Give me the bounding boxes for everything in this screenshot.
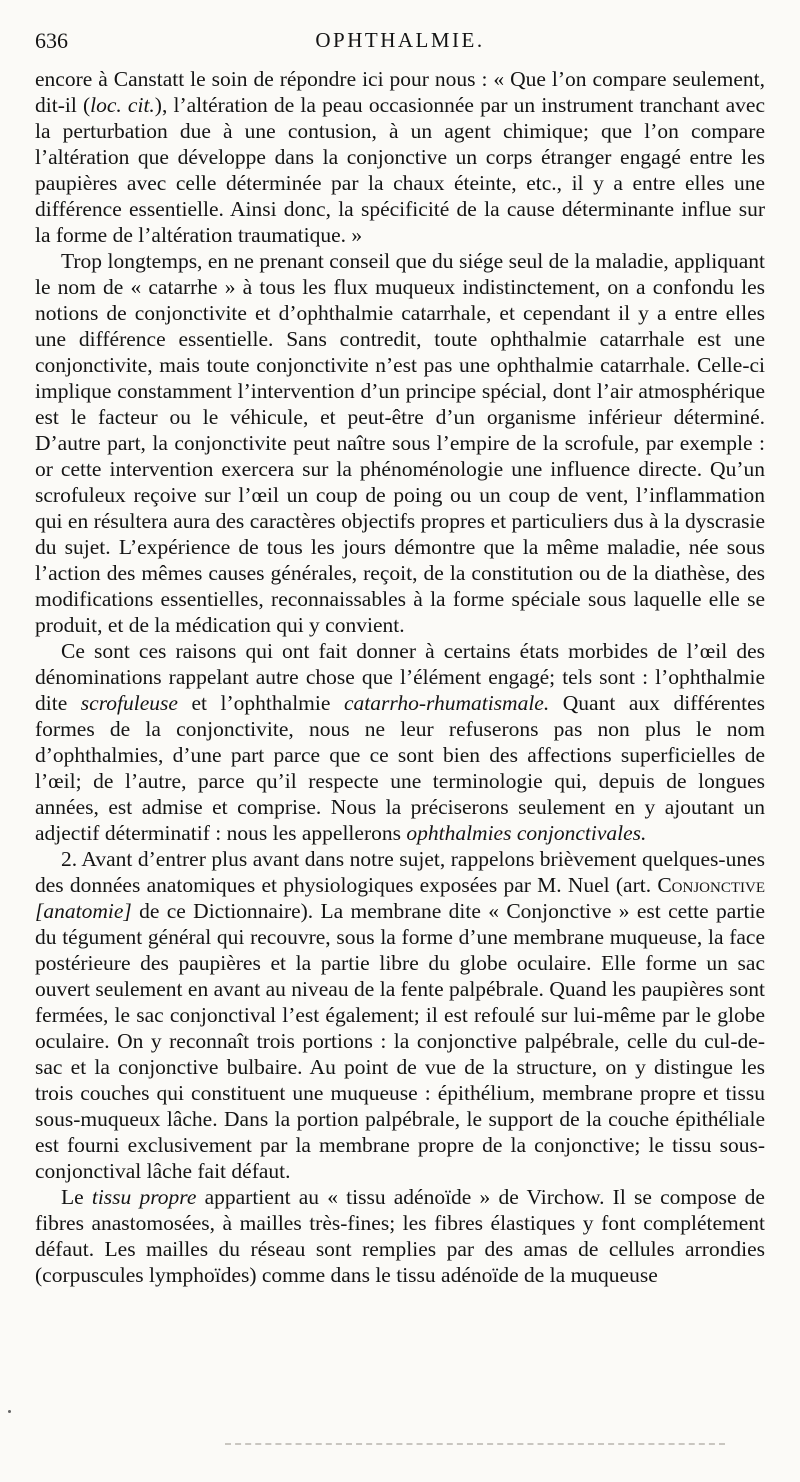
italic-term: ophthalmies conjonctivales. xyxy=(406,821,647,845)
italic-term: scrofuleuse xyxy=(80,691,178,715)
page-header xyxy=(35,28,765,58)
page-number: 636 xyxy=(35,28,68,53)
text-span: ), l’altération de la peau occasionnée par un instrument tranchant avec la perturbation due à une contusion, à un agent chimique; que l’on compare l’altération que développe dans la conjonctive un corps étranger engagé entre les paupières avec celle déterminée par la chaux éteinte, etc., il y a entre elles une différence essentielle. Ainsi donc, la spécificité de la cause déterminante influe sur la forme de l’altération traumatique. » xyxy=(35,93,765,247)
running-title: OPHTHALMIE. xyxy=(315,28,485,52)
text-span: encore à Canstatt le soin de répondre ici pour nous : « Que l’on compare seulement, dit-il ( xyxy=(35,67,765,117)
text-span: Le xyxy=(61,1185,92,1209)
text-span: et l’ophthalmie xyxy=(177,691,344,715)
paragraph-5 xyxy=(35,1184,765,1288)
italic-ref: loc. cit. xyxy=(90,93,155,117)
italic-term: tissu propre xyxy=(91,1185,197,1209)
stray-mark xyxy=(8,1410,11,1413)
text-span: 2. Avant d’entrer plus avant dans notre sujet, rappelons brièvement quelques-unes des données anatomiques et physiologiques exposées par M. Nuel (art. xyxy=(35,847,765,897)
italic-ref: [anatomie] xyxy=(35,899,132,923)
text-span: appartient au « tissu adénoïde » de Virchow. Il se compose de fibres anastomosées, à mailles très-fines; les fibres élastiques y font complétement défaut. Les mailles du réseau sont remplies par des amas de cellules arrondies (corpuscules lymphoïdes) comme dans le tissu adénoïde de la muqueuse xyxy=(35,1185,765,1287)
paragraph-4 xyxy=(35,846,765,1184)
italic-term: catarrho-rhumatismale. xyxy=(343,691,550,715)
text-span: Quant aux différentes formes de la conjonctivite, nous ne leur refuserons pas non plus le nom d’ophthalmies, d’une part parce que ce sont bien des affections superficielles de l’œil; de l’autre, parce qu’il respecte une terminologie qui, depuis de longues années, est admise et comprise. Nous la préciserons seulement en y ajoutant un adjectif déterminatif : nous les appellerons xyxy=(35,691,765,845)
text-span: de ce Dictionnaire). La membrane dite « Conjonctive » est cette partie du tégument général qui recouvre, sous la forme d’une membrane muqueuse, la face postérieure des paupières et la partie libre du globe oculaire. Elle forme un sac ouvert seulement en avant au niveau de la fente palpébrale. Quand les paupières sont fermées, le sac conjonctival l’est également; il est refoulé sur lui-même par le globe oculaire. On y reconnaît trois portions : la conjonctive palpébrale, celle du cul-de-sac et la conjonctive bulbaire. Au point de vue de la structure, on y distingue les trois couches qui constituent une muqueuse : épithélium, membrane propre et tissu sous-muqueux lâche. Dans la portion palpébrale, le support de la couche épithéliale est fourni exclusivement par la membrane propre de la conjonctive; le tissu sous-conjonctival lâche fait défaut. xyxy=(35,899,765,1183)
paragraph-3 xyxy=(35,638,765,846)
bottom-bleed-through xyxy=(225,1443,725,1447)
text-span: Ce sont ces raisons qui ont fait donner à certains états morbides de l’œil des dénominations rappelant autre chose que l’élément engagé; tels sont : l’ophthalmie dite xyxy=(35,639,765,715)
paragraph-1 xyxy=(35,66,765,248)
paragraph-2: Trop longtemps, en ne prenant conseil que du siége seul de la maladie, appliquant le nom de « catarrhe » à tous les flux muqueux indistinctement, on a confondu les notions de conjonctivite et d’ophthalmie catarrhale, et cependant il y a entre elles une différence essentielle. Sans contredit, toute ophthalmie catarrhale est une conjonctivite, mais toute conjonctivite n’est pas une ophthalmie catarrhale. Celle-ci implique constamment l’intervention d’un principe spécial, dont l’air atmosphérique est le facteur ou le véhicule, et peut-être d’un organisme inférieur déterminé. D’autre part, la conjonctivite peut naître sous l’empire de la scrofule, par exemple : or cette intervention exercera sur la phénoménologie une influence directe. Qu’un scrofuleux reçoive sur l’œil un coup de poing ou un coup de vent, l’inflammation qui en résultera aura des caractères objectifs propres et particuliers dus à la dyscrasie du sujet. L’expérience de tous les jours démontre que la même maladie, née sous l’action des mêmes causes générales, reçoit, de la constitution ou de la diathèse, des modifications essentielles, reconnaissables à la forme spéciale sous laquelle elle se produit, et de la médication qui y convient. xyxy=(35,249,765,637)
smallcaps-ref: Conjonctive xyxy=(657,873,765,897)
body-text xyxy=(35,66,765,1288)
